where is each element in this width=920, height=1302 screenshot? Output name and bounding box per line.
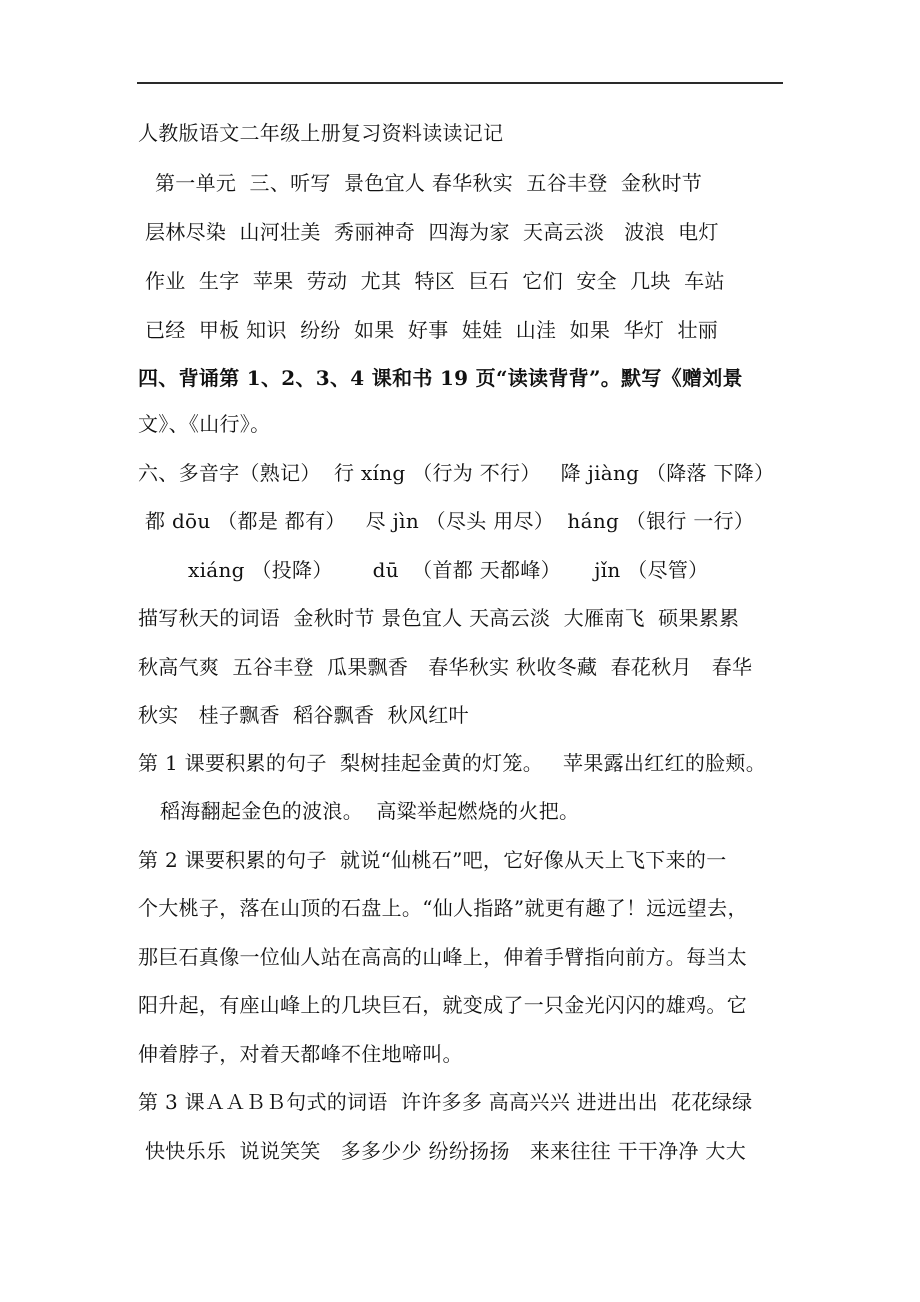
unit-one-dictation-line-2: 层林尽染 山河壮美 秀丽神奇 四海为家 天高云淡 波浪 电灯 (145, 220, 719, 244)
autumn-words-line-1: 描写秋天的词语 金秋时节 景色宜人 天高云淡 大雁南飞 硕果累累 (138, 606, 740, 630)
autumn-words-line-3: 秋实 桂子飘香 稻谷飘香 秋风红叶 (138, 703, 469, 727)
polyphonic-chars-line-3: xiáng （投降） dū （首都 天都峰） jǐn （尽管） (188, 558, 709, 582)
lesson2-sentences-line-2: 个大桃子，落在山顶的石盘上。“仙人指路”就更有趣了！远远望去， (138, 896, 748, 920)
lesson2-sentences-line-4: 阳升起，有座山峰上的几块巨石，就变成了一只金光闪闪的雄鸡。它 (138, 993, 747, 1017)
lesson1-sentences-line-1: 第 1 课要积累的句子 梨树挂起金黄的灯笼。 苹果露出红红的脸颊。 (138, 751, 767, 775)
recitation-instruction-line-1: 四、背诵第 1、2、3、4 课和书 19 页“读读背背”。默写《赠刘景 (138, 366, 743, 390)
polyphonic-chars-line-2: 都 dōu （都是 都有） 尽 jìn （尽头 用尽） háng （银行 一行） (145, 509, 755, 533)
header-rule (137, 82, 783, 84)
lesson2-sentences-line-5: 伸着脖子，对着天都峰不住地啼叫。 (138, 1042, 463, 1066)
lesson2-sentences-line-3: 那巨石真像一位仙人站在高高的山峰上，伸着手臂指向前方。每当太 (138, 945, 747, 969)
unit-one-dictation-line-1: 第一单元 三、听写 景色宜人 春华秋实 五谷丰登 金秋时节 (155, 171, 703, 195)
document-title: 人教版语文二年级上册复习资料读读记记 (138, 121, 504, 145)
polyphonic-chars-line-1: 六、多音字（熟记） 行 xíng （行为 不行） 降 jiàng （降落 下降） (138, 461, 775, 485)
unit-one-dictation-line-4: 已经 甲板 知识 纷纷 如果 好事 娃娃 山洼 如果 华灯 壮丽 (145, 318, 719, 342)
unit-one-dictation-line-3: 作业 生字 苹果 劳动 尤其 特区 巨石 它们 安全 几块 车站 (145, 269, 725, 293)
lesson1-sentences-line-2: 稻海翻起金色的波浪。 高粱举起燃烧的火把。 (160, 799, 580, 823)
autumn-words-line-2: 秋高气爽 五谷丰登 瓜果飘香 春华秋实 秋收冬藏 春花秋月 春华 (138, 655, 753, 679)
lesson3-aabb-words-line-1: 第 3 课ＡＡＢＢ句式的词语 许许多多 高高兴兴 进进出出 花花绿绿 (138, 1090, 753, 1114)
lesson3-aabb-words-line-2: 快快乐乐 说说笑笑 多多少少 纷纷扬扬 来来往往 干干净净 大大 (145, 1139, 747, 1163)
recitation-instruction-line-2: 文》、《山行》。 (138, 412, 271, 436)
lesson2-sentences-line-1: 第 2 课要积累的句子 就说“仙桃石”吧，它好像从天上飞下来的一 (138, 848, 727, 872)
